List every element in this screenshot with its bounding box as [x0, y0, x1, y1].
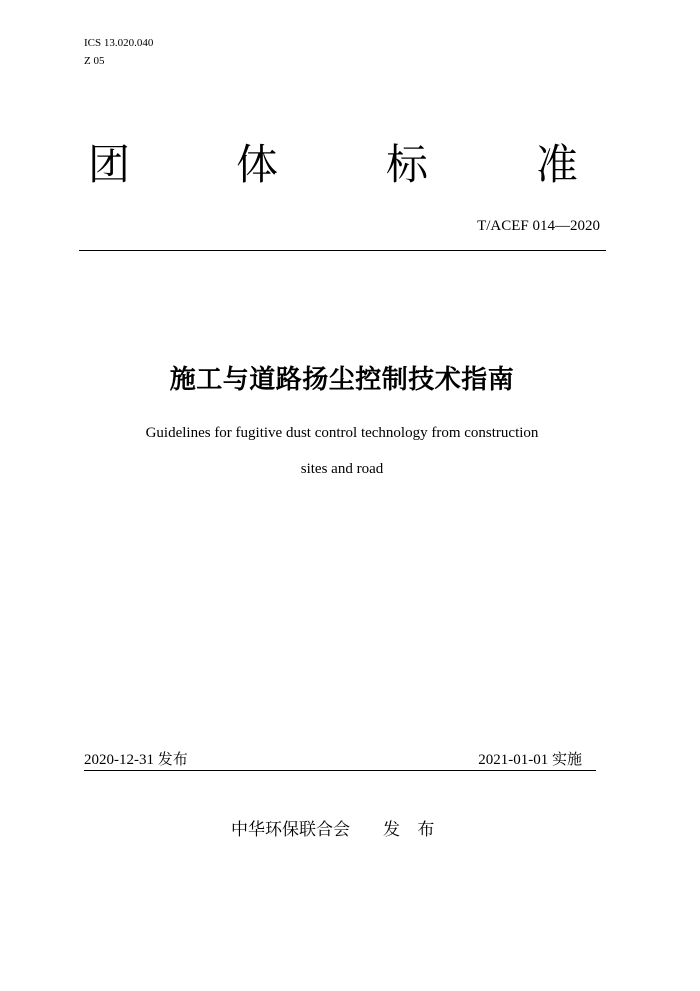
publish-label: 发 布 [383, 820, 441, 840]
issue-date: 2020-12-31 发布 [84, 752, 188, 768]
document-title-english-line-1: Guidelines for fugitive dust control technology from construction [145, 425, 539, 441]
footer-divider [84, 770, 596, 771]
header-divider [79, 250, 606, 251]
standard-type-char-4: 准 [536, 140, 579, 189]
standard-number: T/ACEF 014—2020 [477, 218, 600, 234]
document-title-chinese: 施工与道路扬尘控制技术指南 [169, 365, 515, 395]
document-title-english-line-2: sites and road [300, 461, 384, 477]
standard-type-char-2: 体 [236, 140, 279, 189]
implementation-date: 2021-01-01 实施 [478, 752, 582, 768]
classification-code: Z 05 [84, 55, 105, 67]
publisher-name: 中华环保联合会 [231, 820, 350, 840]
ics-code: ICS 13.020.040 [84, 37, 154, 49]
standard-type-char-1: 团 [88, 140, 131, 189]
standard-type-char-3: 标 [386, 140, 429, 189]
